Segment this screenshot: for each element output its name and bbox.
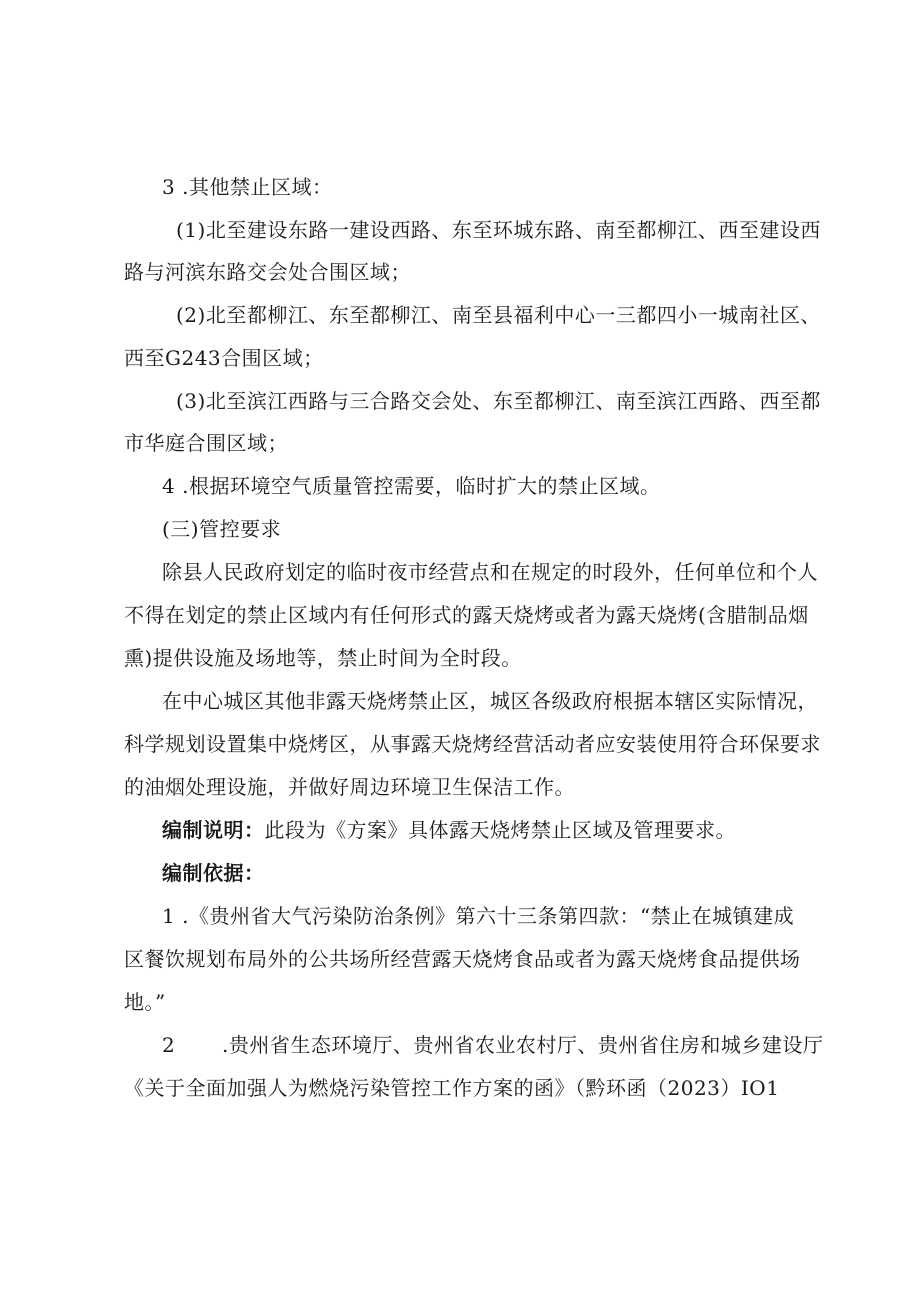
zone-item-3-line-1: (3)北至滨江西路与三合路交会处、东至都柳江、南至滨江西路、西至都 [176, 389, 821, 413]
basis-1-line-2: 区餐饮规划布局外的公共场所经营露天烧烤食品或者为露天烧烤食品提供场 [124, 947, 801, 971]
compilation-basis-label: 编制依据： [162, 861, 265, 885]
zone-item-3-line-2: 市华庭合围区域； [124, 431, 288, 455]
basis-2-number: 2 [162, 1033, 176, 1057]
compilation-note-text: 此段为《方案》具体露天烧烤禁止区域及管理要求。 [264, 818, 736, 842]
basis-1-line-1: 1 .《贵州省大气污染防治条例》第六十三条第四款：“禁止在城镇建成 [162, 904, 795, 928]
subsection-control-requirements: (三)管控要求 [162, 517, 282, 541]
compilation-note-label: 编制说明： [162, 818, 265, 842]
paragraph-1-line-3: 熏)提供设施及场地等，禁止时间为全时段。 [124, 646, 522, 670]
compilation-note [162, 817, 736, 843]
zone-item-2-line-2: 西至G243合围区域； [124, 346, 324, 370]
basis-2-line-2: 《关于全面加强人为燃烧污染管控工作方案的函》（黔环函（2023）IO1 [124, 1076, 780, 1100]
basis-2-line-1: .贵州省生态环境厅、贵州省农业农村厅、贵州省住房和城乡建设厅 [222, 1033, 824, 1057]
section-4-heading: 4 .根据环境空气质量管控需要，临时扩大的禁止区域。 [162, 474, 661, 498]
paragraph-2-line-3: 的油烟处理设施，并做好周边环境卫生保洁工作。 [124, 775, 575, 799]
paragraph-2-line-1: 在中心城区其他非露天烧烤禁止区，城区各级政府根据本辖区实际情况， [162, 689, 818, 713]
paragraph-1-line-1: 除县人民政府划定的临时夜市经营点和在规定的时段外，任何单位和个人 [162, 560, 818, 584]
zone-item-1-line-2: 路与河滨东路交会处合围区域； [124, 260, 411, 284]
zone-item-1-line-1: (1)北至建设东路一建设西路、东至环城东路、南至都柳江、西至建设西 [176, 218, 821, 242]
zone-item-2-line-1: (2)北至都柳江、东至都柳江、南至县福利中心一三都四小一城南社区、 [176, 303, 821, 327]
paragraph-1-line-2: 不得在划定的禁止区域内有任何形式的露天烧烤或者为露天烧烤(含腊制品烟 [124, 603, 809, 627]
paragraph-2-line-2: 科学规划设置集中烧烤区，从事露天烧烤经营活动者应安装使用符合环保要求 [124, 732, 821, 756]
basis-1-line-3: 地。” [124, 990, 166, 1014]
section-3-heading: 3 .其他禁止区域： [162, 175, 333, 199]
